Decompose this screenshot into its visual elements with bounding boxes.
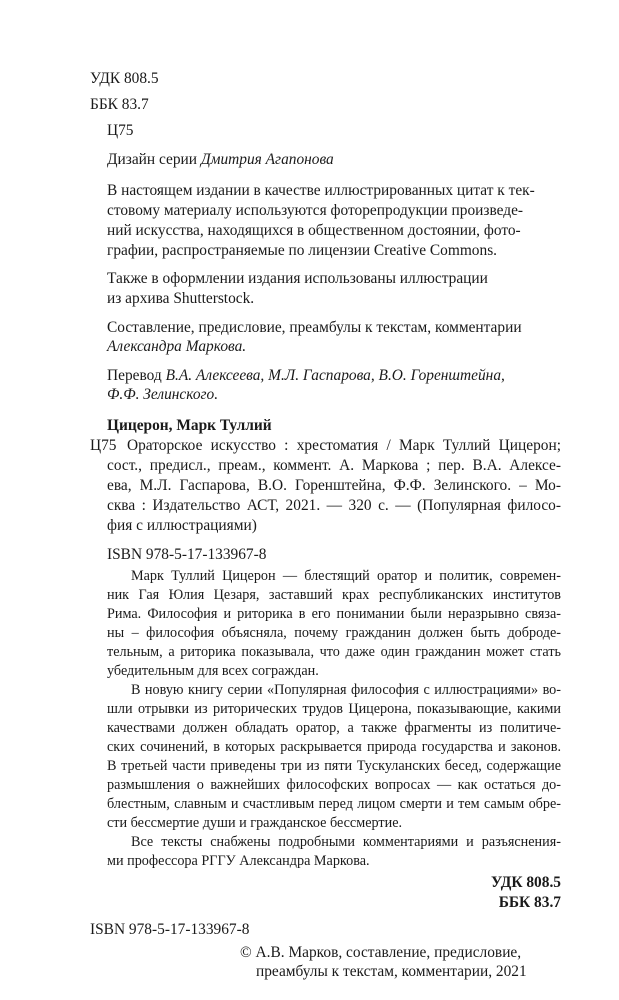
abstract-line: Рима. Философия и риторика в его понимании были неразрывно связа- (107, 606, 561, 622)
abstract-line: размышления о важнейших философских вопросах — как остаться до- (107, 777, 561, 793)
footer-isbn: ISBN 978-5-17-133967-8 (90, 921, 250, 938)
catalog-udk-right: УДК 808.5 (491, 874, 561, 891)
designer-name: Дмитрия Агапонова (200, 151, 334, 168)
catalog-bbk-right: ББК 83.7 (498, 894, 561, 911)
abstract-line: шли отрывки из риторических трудов Цицерона, показывающие, какими (107, 701, 561, 717)
abstract-line: Марк Туллий Цицерон — блестящий оратор и политик, современ- (131, 568, 561, 584)
abstract-line: сти бессмертие души и гражданское бессмертие. (107, 815, 403, 831)
design-credit (107, 150, 334, 170)
abstract-line: качествами должен обладать оратор, а также фрагменты из политиче- (107, 720, 561, 736)
copyright-line: © А.В. Марков, составление, предисловие, (240, 944, 522, 961)
catalog-description-line: фия с иллюстрациями) (107, 517, 257, 534)
catalog-mark: Ц75 (90, 437, 117, 454)
copyright-line: преамбулы к текстам, комментарии, 2021 (256, 963, 527, 980)
illustrations-note-line: ний искусства, находящихся в общественном достоянии, фото- (107, 222, 521, 239)
design-credit-label: Дизайн серии (107, 151, 197, 168)
translation-label: Перевод (107, 367, 162, 384)
abstract-line: ми профессора РГГУ Александра Маркова. (107, 853, 370, 869)
bbk-code: ББК 83.7 (90, 96, 149, 113)
compiler-name: Александра Маркова. (107, 338, 247, 355)
abstract-line: убедительным для всех сограждан. (107, 663, 319, 679)
translator-names: В.А. Алексеева, М.Л. Гаспарова, В.О. Горенштейна, (165, 367, 505, 384)
abstract-line: В третьей части приведены три из пяти Тускуланских бесед, содержащие (107, 758, 561, 774)
abstract-line: ны – философия объясняла, почему гражданин должен быть доброде- (107, 625, 561, 641)
compilation-credit: Составление, предисловие, преамбулы к текстам, комментарии (107, 319, 522, 336)
illustrations-note-line: графии, распространяемые по лицензии Creative Commons. (107, 242, 498, 259)
catalog-description-line: Ораторское искусство : хрестоматия / Марк Туллий Цицерон; (127, 437, 561, 454)
abstract-line: ник Гая Юлия Цезаря, заставший крах республиканских институтов (107, 587, 561, 603)
catalog-author: Цицерон, Марк Туллий (107, 417, 272, 434)
catalog-description-line: сква : Издательство АСТ, 2021. — 320 с. — (Популярная филосо- (107, 497, 561, 514)
abstract-line: В новую книгу серии «Популярная философия с иллюстрациями» во- (131, 682, 561, 698)
translator-names-cont: Ф.Ф. Зелинского. (107, 386, 219, 403)
translation-credit (107, 366, 505, 386)
catalog-description-line: ева, М.Л. Гаспарова, В.О. Горенштейна, Ф.Ф. Зелинского. – Мо- (107, 477, 561, 494)
abstract-line: ских сочинений, в которых раскрывается природа государства и законов. (107, 739, 561, 755)
illustrations-note-line: В настоящем издании в качестве иллюстрированных цитат к тек- (107, 182, 535, 199)
udk-code: УДК 808.5 (90, 70, 159, 87)
abstract-line: Все тексты снабжены подробными комментариями и разъяснения- (131, 834, 561, 850)
shutterstock-note-line: Также в оформлении издания использованы иллюстрации (107, 270, 488, 287)
illustrations-note-line: стовому материалу используются фоторепродукции произведе- (107, 202, 524, 219)
author-mark: Ц75 (107, 122, 134, 139)
abstract-line: блестным, славным и счастливым перед лицом смерти и тем самым обре- (107, 796, 561, 812)
catalog-description-line: сост., предисл., преам., коммент. А. Маркова ; пер. В.А. Алексе- (107, 457, 561, 474)
shutterstock-note-line: из архива Shutterstock. (107, 290, 255, 307)
abstract-line: тельным, а риторика показывала, что даже один гражданин может стать (107, 644, 561, 660)
catalog-isbn: ISBN 978-5-17-133967-8 (107, 546, 267, 563)
